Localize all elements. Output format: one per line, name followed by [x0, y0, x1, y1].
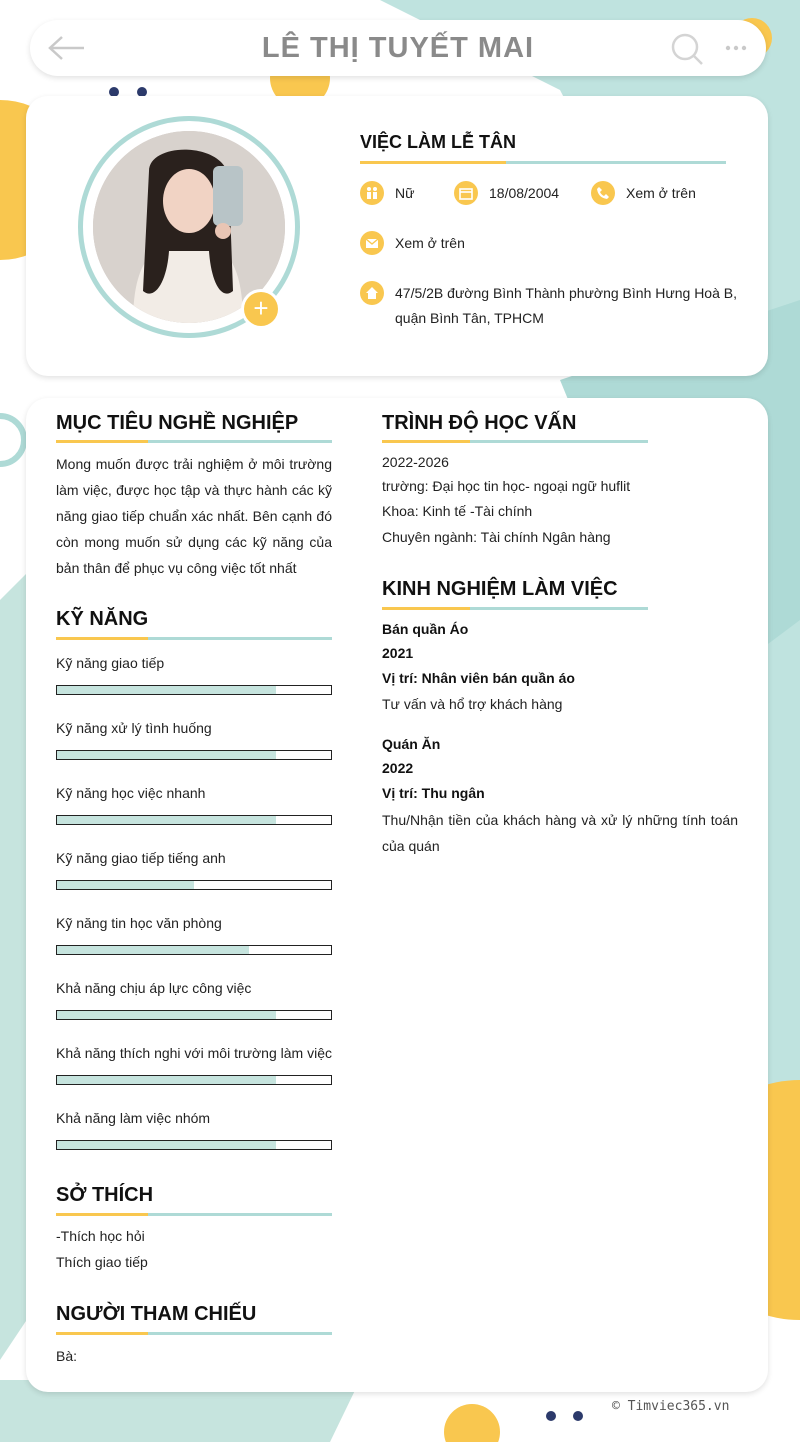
top-bar — [30, 20, 766, 76]
gender-value: Nữ — [395, 185, 415, 201]
email-icon — [360, 231, 384, 255]
education-line: trường: Đại học tin học- ngoại ngữ huflit — [382, 478, 631, 494]
phone-icon — [591, 181, 615, 205]
skills-title: KỸ NĂNG — [56, 608, 149, 630]
career-objective-text: Mong muốn được trải nghiệm ở môi trường làm việc, được học tập và thực hành các kỹ năng giao tiếp chuẩn xác nhất. Bên cạnh đó còn mong muốn sử dụng các kỹ năng của bản thân để phục vụ công việc tốt nhất — [56, 456, 332, 576]
skill-progress-bar — [56, 1075, 332, 1085]
address-row — [360, 281, 395, 305]
hobbies-underline — [56, 1213, 332, 1216]
skill-progress-fill — [57, 1011, 276, 1019]
skill-progress-fill — [57, 686, 276, 694]
skill-progress-bar — [56, 750, 332, 760]
experience-description: Thu/Nhận tiền của khách hàng và xử lý những tính toán của quán — [382, 812, 738, 854]
education-underline — [382, 440, 648, 443]
skill-progress-fill — [57, 881, 194, 889]
education-title: TRÌNH ĐỘ HỌC VẤN — [382, 412, 577, 434]
experience-underline — [382, 607, 648, 610]
home-icon — [360, 281, 384, 305]
experience-company: Bán quần Áo — [382, 621, 469, 637]
education-line: Khoa: Kinh tế -Tài chính — [382, 503, 533, 519]
skill-progress-bar — [56, 1010, 332, 1020]
more-options-icon[interactable] — [724, 38, 748, 58]
phone-row — [591, 181, 696, 205]
education-line: Chuyên ngành: Tài chính Ngân hàng — [382, 529, 611, 545]
skill-progress-bar — [56, 880, 332, 890]
experience-description: Tư vấn và hổ trợ khách hàng — [382, 696, 563, 712]
experience-year: 2022 — [382, 760, 414, 776]
search-icon[interactable] — [670, 32, 704, 66]
education-line: 2022-2026 — [382, 454, 449, 470]
birthday-row — [454, 181, 559, 205]
career-objective-title: MỤC TIÊU NGHỀ NGHIỆP — [56, 412, 299, 434]
skill-progress-fill — [57, 816, 276, 824]
skills-underline — [56, 637, 332, 640]
page-title: LÊ THỊ TUYẾT MAI — [261, 32, 535, 64]
add-photo-button[interactable]: + — [244, 292, 278, 326]
skill-label: Kỹ năng tin học văn phòng — [56, 915, 222, 931]
hobbies-title: SỞ THÍCH — [56, 1184, 154, 1206]
watermark: © Timviec365.vn — [612, 1399, 730, 1414]
skill-progress-fill — [57, 1141, 276, 1149]
profile-card — [26, 96, 768, 376]
skill-progress-bar — [56, 1140, 332, 1150]
job-title: VIỆC LÀM LỄ TÂN — [360, 132, 516, 152]
hobby-item: -Thích học hỏi — [56, 1228, 145, 1244]
skill-label: Khả năng làm việc nhóm — [56, 1110, 211, 1126]
reference-title: NGƯỜI THAM CHIẾU — [56, 1303, 257, 1325]
reference-underline — [56, 1332, 332, 1335]
main-card — [26, 398, 768, 1392]
gender-icon — [360, 181, 384, 205]
email-value: Xem ở trên — [395, 235, 465, 251]
skill-progress-bar — [56, 815, 332, 825]
skill-label: Kỹ năng giao tiếp tiếng anh — [56, 850, 226, 866]
hobby-item: Thích giao tiếp — [56, 1254, 148, 1270]
experience-year: 2021 — [382, 645, 414, 661]
skill-label: Kỹ năng xử lý tình huống — [56, 720, 212, 736]
birthday-value: 18/08/2004 — [489, 185, 560, 201]
skill-label: Khả năng thích nghi với môi trường làm việc — [56, 1045, 332, 1061]
calendar-icon — [454, 181, 478, 205]
career-objective-underline — [56, 440, 332, 443]
skill-progress-bar — [56, 685, 332, 695]
address-value: 47/5/2B đường Bình Thành phường Bình Hưng Hoà B, quận Bình Tân, TPHCM — [395, 285, 737, 326]
experience-title: KINH NGHIỆM LÀM VIỆC — [382, 578, 618, 600]
job-title-underline — [360, 161, 726, 164]
phone-value: Xem ở trên — [626, 185, 696, 201]
email-row — [360, 231, 465, 255]
skill-progress-fill — [57, 946, 249, 954]
skill-progress-fill — [57, 751, 276, 759]
skill-label: Khả năng chịu áp lực công việc — [56, 980, 252, 996]
skill-progress-bar — [56, 945, 332, 955]
skill-label: Kỹ năng học việc nhanh — [56, 785, 206, 801]
skill-progress-fill — [57, 1076, 276, 1084]
experience-position: Vị trí: Nhân viên bán quần áo — [382, 670, 575, 686]
gender-row — [360, 181, 414, 205]
skill-label: Kỹ năng giao tiếp — [56, 655, 165, 671]
reference-text: Bà: — [56, 1348, 78, 1364]
experience-position: Vị trí: Thu ngân — [382, 785, 485, 801]
experience-company: Quán Ăn — [382, 736, 441, 752]
